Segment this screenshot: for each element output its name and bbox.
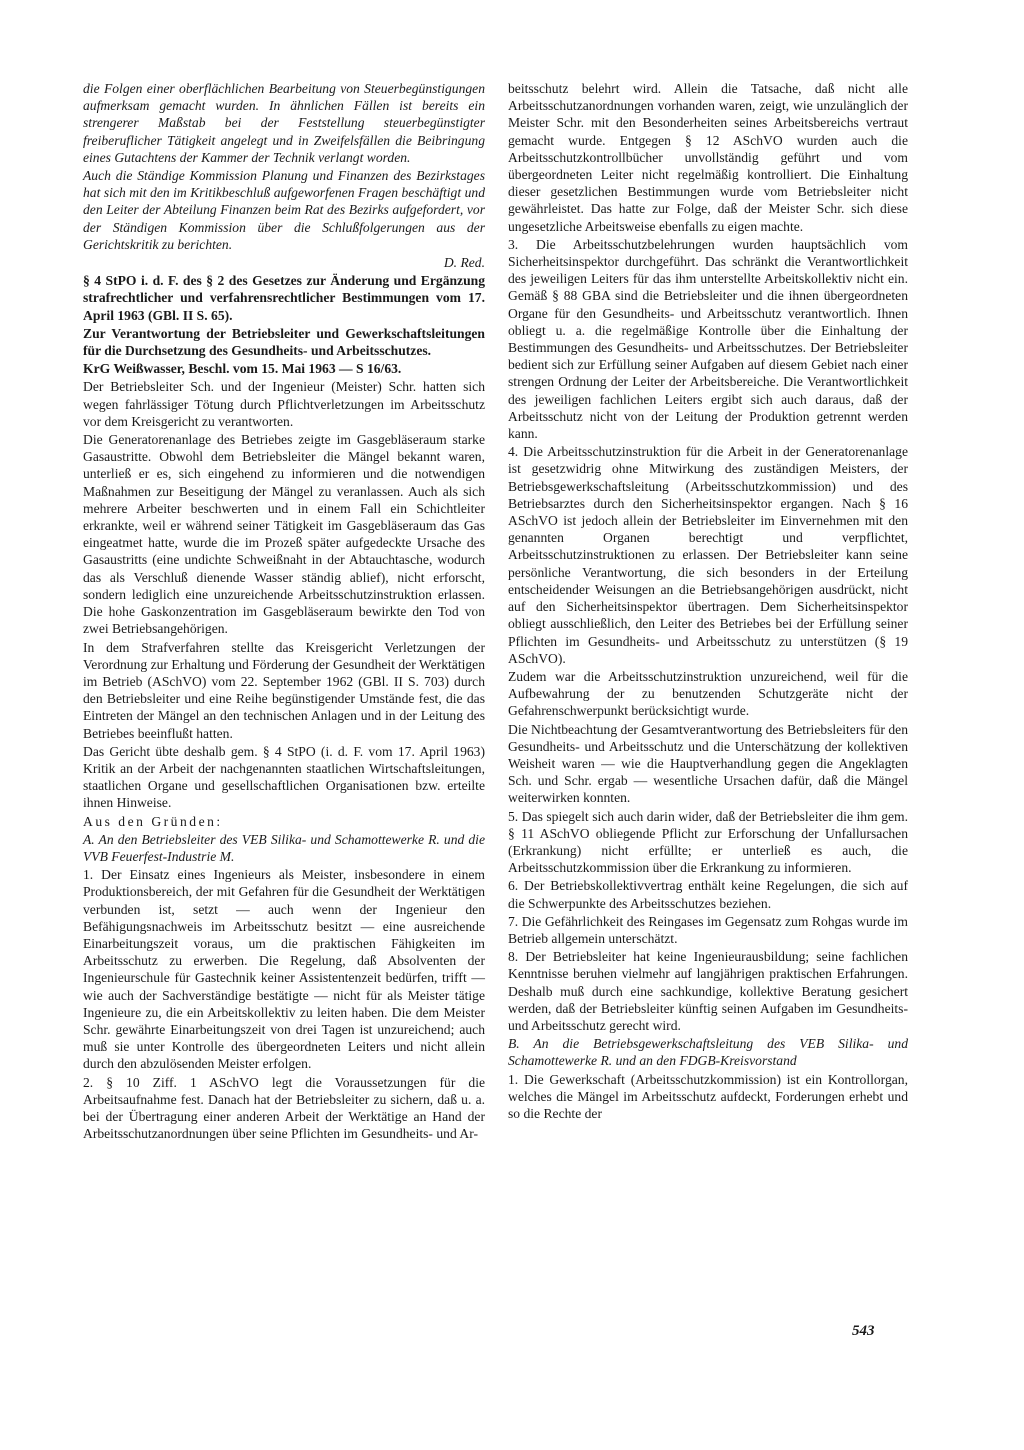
- paragraph: beitsschutz belehrt wird. Allein die Tatsache, daß nicht alle Arbeitsschutzanordnungen vorhanden waren, zeigt, wie unzulänglich der Meister Schr. mit den Besonderheiten seines Arbeitsbereichs vertraut gemacht wurde. Entgegen § 12 ASchVO wurden auch die Arbeitsschutzkontrollbücher unvollständig geführt und vom übergeordneten Leiter nicht regelmäßig kontrolliert. Die Einhaltung dieser gesetzlichen Bestimmungen wurde vom Betriebsleiter nicht gewährleistet. Das hatte zur Folge, daß der Meister Schr. sich diese ungesetzliche Arbeitsweise ebenfalls zu eigen machte.: [508, 81, 908, 234]
- paragraph: In dem Strafverfahren stellte das Kreisgericht Verletzungen der Verordnung zur Erhaltung und Förderung der Gesundheit der Werktätigen im Betrieb (ASchVO) vom 22. September 1962 (GBl. II S. 703) durch den Betriebsleiter und eine Reihe begünstigender Umstände fest, die das Eintreten der Mängel an den technischen Anlagen und in der Leitung des Betriebes beeinflußt hatten.: [83, 639, 485, 741]
- paragraph: 8. Der Betriebsleiter hat keine Ingenieurausbildung; seine fachlichen Kenntnisse beruhen vielmehr auf langjährigen praktischen Erfahrungen. Deshalb muß durch eine sachkundige, kollektive Beratung gesichert werden, daß der Betriebsleiter künftig seinen Aufgaben im Gesundheits- und Arbeitsschutz gerecht wird.: [508, 949, 908, 1033]
- left-column: [83, 80, 485, 1143]
- court-decision-heading: KrG Weißwasser, Beschl. vom 15. Mai 1963 — S 16/63.: [83, 361, 402, 377]
- section-heading-a: A. An den Betriebsleiter des VEB Silika- und Schamottewerke R. und die VVB Feuerfest-Industrie M.: [83, 831, 485, 864]
- paragraph: Das Gericht übte deshalb gem. § 4 StPO (i. d. F. vom 17. April 1963) Kritik an der Arbeit der nachgenannten staatlichen Wirtschaftsleitungen, staatlichen Organe und gesellschaftlichen Organisationen bzw. erteilte ihnen Hinweise.: [83, 743, 485, 811]
- reasons-heading: Aus den Gründen:: [83, 813, 223, 829]
- legal-reference-heading: § 4 StPO i. d. F. des § 2 des Gesetzes zur Änderung und Ergänzung strafrechtlicher und verfahrensrechtlicher Bestimmungen vom 17. April 1963 (GBl. II S. 65).: [83, 273, 485, 323]
- paragraph: 3. Die Arbeitsschutzbelehrungen wurden hauptsächlich vom Sicherheitsinspektor durchgeführt. Das schränkt die Verantwortlichkeit des jeweiligen Leiters für das ihm unterstellte Arbeitskollektiv nicht ein. Gemäß § 88 GBA sind die Betriebsleiter und die ihnen übergeordneten Organe für den Gesundheits- und Arbeitsschutz verantwortlich. Ihnen obliegt u. a. die regelmäßige Kontrolle über die Einhaltung der Bestimmungen des Gesundheits- und Arbeitsschutzes. Der Betriebsleiter bedient sich zur Erfüllung seiner Aufgaben auf diesem Gebiet nach einer strengen Ordnung der Leiter der Arbeitsbereiche. Die Verantwortlichkeit des jeweiligen fachlichen Leiters ergibt sich auch daraus, daß der Arbeitsschutz nicht von der Leitung der Produktion getrennt werden kann.: [508, 236, 908, 442]
- paragraph: Der Betriebsleiter Sch. und der Ingenieur (Meister) Schr. hatten sich wegen fahrlässiger Tötung durch Pflichtverletzungen im Arbeitsschutz vor dem Kreisgericht zu verantworten.: [83, 379, 485, 429]
- paragraph: 1. Der Einsatz eines Ingenieurs als Meister, insbesondere in einem Produktionsbereich, der mit Gefahren für die Gesundheit der Werktätigen verbunden ist, setzt — auch wenn der Ingenieur den Befähigungsnachweis im Arbeitsschutz besitzt — eine ausreichende Einarbeitungszeit voraus, um die praktischen Fähigkeiten im Arbeitsschutz zu erwerben. Die Regelung, daß Absolventen der Ingenieurschule für Gastechnik keiner Assistentenzeit bedürfen, trifft — wie auch der Sachverständige bestätigte — nicht für als Meister tätige Ingenieure zu, die ein Arbeitskollektiv zu leiten haben. Die dem Meister Schr. gewährte Einarbeitungszeit von drei Tagen ist unzureichend; auch muß sie unter Kontrolle des übergeordneten Leiters und nicht allein durch den abzulösenden Meister erfolgen.: [83, 867, 485, 1072]
- editor-signature: D. Red.: [443, 255, 485, 271]
- paragraph: 4. Die Arbeitsschutzinstruktion für die Arbeit in der Generatorenanlage ist gesetzwidrig ohne Mitwirkung des zuständigen Meisters, der Betriebsgewerkschaftsleitung (Arbeitsschutzkommission) und des Betriebsarztes durch den Sicherheitsinspektor ergangen. Nach § 16 ASchVO ist jedoch allein der Betriebsleiter im Einvernehmen mit den genannten Organen berechtigt und verpflichtet, Arbeitsschutzinstruktionen zu erlassen. Der Betriebsleiter kann seine persönliche Verantwortung, die sich besonders in der Erteilung entscheidender Weisungen an die Betriebsangehörigen ausdrückt, nicht auf den Sicherheitsinspektor übertragen. Dem Sicherheitsinspektor obliegt ausschließlich, den Leiter des Betriebes bei der Erfüllung seiner Pflichten im Gesundheits- und Arbeitsschutz zu unterstützen (§ 19 ASchVO).: [508, 444, 908, 666]
- page-number: 543: [852, 1323, 875, 1339]
- right-column: [508, 80, 908, 1123]
- paragraph: Die Nichtbeachtung der Gesamtverantwortung des Betriebsleiters für den Gesundheits- und Arbeitsschutz und die Unterschätzung der kollektiven Weisheit waren — wie die Hauptverhandlung gegen die Angeklagten Sch. und Schr. ergab — wesentliche Ursachen dafür, daß die Mängel weiterwirken konnten.: [508, 721, 908, 806]
- paragraph: die Folgen einer oberflächlichen Bearbeitung von Steuerbegünstigungen aufmerksam gemacht wurden. In ähnlichen Fällen ist bereits ein strengerer Maßstab bei der Feststellung steuerbegünstigter freiberuflicher Tätigkeit angelegt und in Zweifelsfällen die Beibringung eines Gutachtens der Kammer der Technik verlangt worden.: [83, 81, 485, 165]
- paragraph: 6. Der Betriebskollektivvertrag enthält keine Regelungen, die sich auf die Schwerpunkte des Arbeitsschutzes beziehen.: [508, 878, 908, 911]
- case-subject-heading: Zur Verantwortung der Betriebsleiter und Gewerkschaftsleitungen für die Durchsetzung des Gesundheits- und Arbeitsschutzes.: [83, 325, 485, 359]
- paragraph: Auch die Ständige Kommission Planung und Finanzen des Bezirkstages hat sich mit den im Kritikbeschluß aufgeworfenen Fragen beschäftigt und den Leiter der Abteilung Finanzen beim Rat des Bezirks aufgefordert, vor der Ständigen Kommission über die Schlußfolgerungen aus der Gerichtskritik zu berichten.: [83, 168, 485, 252]
- paragraph: Die Generatorenanlage des Betriebes zeigte im Gasgebläseraum starke Gasaustritte. Obwohl dem Betriebsleiter die Mängel bekannt waren, unterließ er es, sich eingehend zu informieren und die notwendigen Maßnahmen zur Beseitigung der Mängel zu veranlassen. Auch als sich mehrere Arbeiter beschwerten und in einem Fall ein Schichtleiter erkrankte, weil er während seiner Tätigkeit im Gasgebläseraum das Gas eingeatmet hatte, wurde die im Prozeß später aufgedeckte Ursache des Gasaustritts (eine undichte Schweißnaht in der Abtauchtasche, wodurch das als Verschluß dienende Wasser ständig ablief), nicht erforscht, sondern lediglich eine unzureichende Arbeitsschutzinstruktion erlassen. Die hohe Gaskonzentration im Gasgebläseraum bewirkte den Tod von zwei Betriebsangehörigen.: [83, 432, 485, 637]
- paragraph: 5. Das spiegelt sich auch darin wider, daß der Betriebsleiter die ihm gem. § 11 ASchVO obliegende Pflicht zur Erforschung der Unfallursachen (Erkrankung) nicht erfüllte; er unterließ es auch, die Arbeitsschutzkommission über die Erkrankung zu informieren.: [508, 808, 908, 876]
- paragraph: 7. Die Gefährlichkeit des Reingases im Gegensatz zum Rohgas wurde im Betrieb allgemein unterschätzt.: [508, 913, 908, 946]
- paragraph: Zudem war die Arbeitsschutzinstruktion unzureichend, weil für die Aufbewahrung der zu benutzenden Schutzgeräte nicht der Gefahrenschwerpunkt berücksichtigt wurde.: [508, 668, 908, 719]
- paragraph: 2. § 10 Ziff. 1 ASchVO legt die Voraussetzungen für die Arbeitsaufnahme fest. Danach hat der Betriebsleiter zu sichern, daß u. a. bei der Übertragung einer anderen Arbeit der Werktätige an Hand der Arbeitsschutzanordnungen über seine Pflichten im Gesundheits- und Ar-: [83, 1074, 485, 1142]
- section-heading-b: B. An die Betriebsgewerkschaftsleitung des VEB Silika- und Schamottewerke R. und an den FDGB-Kreisvorstand: [508, 1036, 908, 1069]
- paragraph: 1. Die Gewerkschaft (Arbeitsschutzkommission) ist ein Kontrollorgan, welches die Mängel im Arbeitsschutz aufdeckt, Forderungen erhebt und so die Rechte der: [508, 1071, 908, 1121]
